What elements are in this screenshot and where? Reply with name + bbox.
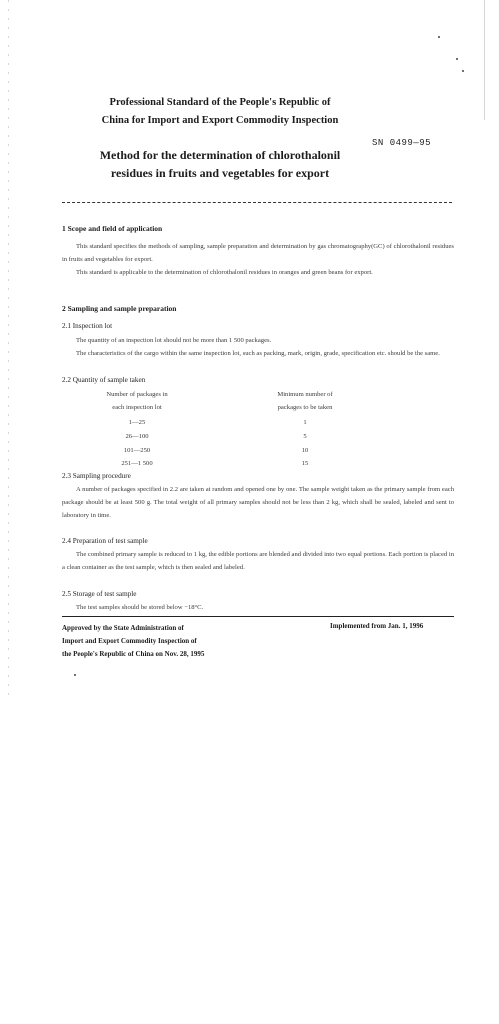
- section-2-5-title: 2.5 Storage of test sample: [62, 590, 137, 598]
- section-2-1-paragraph-2: The characteristics of the cargo within the same inspection lot, such as packing, mark, origin, grade, specification etc. should be the same.: [76, 350, 440, 357]
- document-title: [40, 146, 400, 182]
- table-cell-lot: 1—25: [128, 419, 146, 426]
- scan-speck: [456, 58, 458, 60]
- section-1-paragraph-1: This standard specifies the methods of sampling, sample preparation and determination by gas chromatography(GC) of chlorothalonil residues in fruits and vegetables for export.: [62, 243, 454, 263]
- footer-divider: [62, 616, 454, 617]
- table-cell-taken: 5: [303, 433, 307, 440]
- standard-code: SN 0499—95: [372, 138, 432, 148]
- scan-edge-right: [484, 0, 485, 120]
- table-cell-taken: 1: [303, 419, 307, 426]
- table-cell-lot: 26—100: [125, 433, 149, 440]
- section-2-5-paragraph: The test samples should be stored below −18°C.: [76, 604, 204, 611]
- org-line-2: China for Import and Export Commodity Inspection: [101, 115, 339, 126]
- scan-speck: [438, 36, 440, 38]
- section-2-3-paragraph: A number of packages specified in 2.2 are taken at random and opened one by one. The sample weight taken as the primary sample from each package should be at least 500 g. The total weight of all primary samples should not be less than 2 kg, which shall be sealed, labeled and sent to laboratory in time.: [62, 486, 454, 519]
- standard-org-heading: [40, 94, 400, 130]
- title-line-1: Method for the determination of chlorothalonil: [99, 148, 341, 162]
- section-1-heading: 1 Scope and field of application: [62, 224, 163, 233]
- section-2-4-paragraph: The combined primary sample is reduced to 1 kg, the edible portions are blended and divided into two equal portions. Each portion is placed in a clean container as the test sample, which is then sealed and labeled.: [62, 551, 454, 571]
- table-header-lot: Number of packages in each inspection lot: [106, 391, 168, 411]
- section-2-3-title: 2.3 Sampling procedure: [62, 472, 131, 480]
- section-2-4-title: 2.4 Preparation of test sample: [62, 537, 148, 545]
- scan-speck: [74, 674, 76, 676]
- table-header-taken: Minimum number of packages to be taken: [277, 391, 333, 411]
- table-cell-taken: 10: [301, 447, 309, 454]
- approval-note: Approved by the State Administration of Import and Export Commodity Inspection of the People's Republic of China on Nov. 28, 1995: [62, 624, 205, 658]
- implementation-date: Implemented from Jan. 1, 1996: [330, 622, 424, 630]
- scan-speck: [462, 70, 464, 72]
- title-line-2: residues in fruits and vegetables for export: [110, 166, 330, 180]
- section-2-heading: 2 Sampling and sample preparation: [62, 304, 177, 313]
- scan-edge-left: [8, 0, 9, 700]
- table-cell-lot: 101—250: [123, 447, 151, 454]
- title-divider: [62, 202, 452, 203]
- org-line-1: Professional Standard of the People's Republic of: [109, 97, 331, 108]
- section-2-1-title: 2.1 Inspection lot: [62, 322, 113, 330]
- table-cell-lot: 251—1 500: [121, 460, 153, 467]
- section-1-paragraph-2: This standard is applicable to the determination of chlorothalonil residues in oranges and green beans for export.: [76, 269, 373, 276]
- section-2-2-title: 2.2 Quantity of sample taken: [62, 376, 146, 384]
- section-2-1-paragraph-1: The quantity of an inspection lot should not be more than 1 500 packages.: [76, 337, 272, 344]
- table-cell-taken: 15: [301, 460, 309, 467]
